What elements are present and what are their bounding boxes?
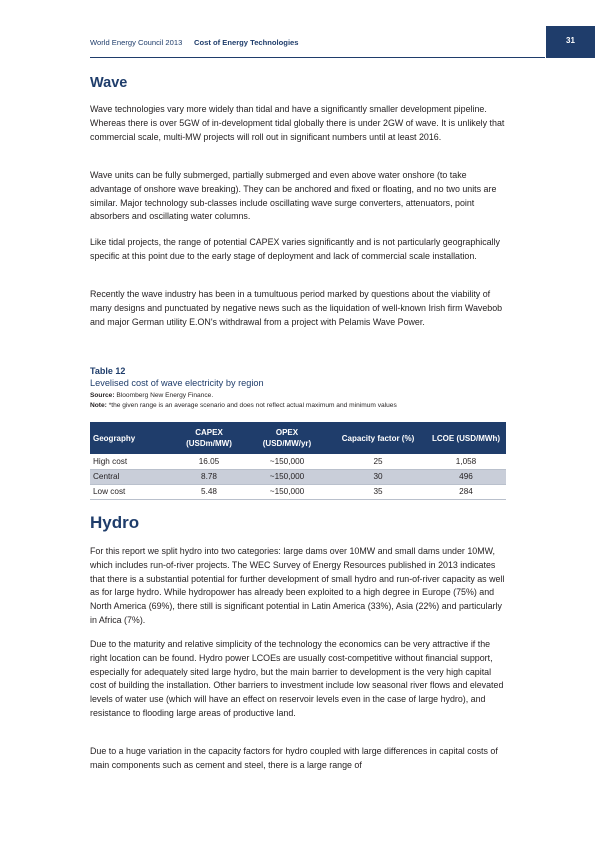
cell-opex: ~150,000	[244, 469, 330, 484]
table-row	[90, 469, 506, 484]
cell-opex: ~150,000	[244, 454, 330, 469]
table-note	[90, 402, 397, 409]
table-row	[90, 484, 506, 499]
cell-geography: High cost	[90, 454, 174, 469]
wave-paragraph-1: Wave technologies vary more widely than tidal and have a significantly smaller development pipeline. Whereas there is over 5GW of in-development tidal globally there is under 2GW of wave. It is unlikely that commercial scale, multi-MW projects will roll out in significant numbers until at least 2016.	[90, 104, 505, 142]
cell-lcoe: 284	[426, 484, 506, 499]
wave-cost-table	[90, 422, 506, 500]
source-label: Source:	[90, 392, 115, 399]
table-source	[90, 392, 213, 399]
running-header	[90, 38, 545, 58]
header-capacity-factor: Capacity factor (%)	[330, 422, 426, 454]
table-header-row	[90, 422, 506, 454]
section-heading-wave: Wave	[90, 75, 128, 91]
page-number: 31	[546, 26, 595, 58]
header-opex: OPEX (USD/MW/yr)	[244, 422, 330, 454]
header-organization: World Energy Council 2013	[90, 38, 183, 47]
header-capex: CAPEX (USDm/MW)	[174, 422, 244, 454]
cell-geography: Central	[90, 469, 174, 484]
hydro-paragraph-3: Due to a huge variation in the capacity factors for hydro coupled with large differences in capital costs of main components such as cement and steel, there is a large range of	[90, 746, 498, 770]
cell-capacity: 35	[330, 484, 426, 499]
cell-opex: ~150,000	[244, 484, 330, 499]
wave-paragraph-3: Like tidal projects, the range of potential CAPEX varies significantly and is not particularly geographically specific at this point due to the early stage of deployment and lack of commercial scale installation.	[90, 237, 500, 261]
hydro-paragraph-1: For this report we split hydro into two categories: large dams over 10MW and small dams under 10MW, which includes run-of-river projects. The WEC Survey of Energy Resources published in 2013 indicates that there is a substantial potential for further development of small hydro and run-of-river capacity as well as for large hydro. While hydropower has already been exploited to a high degree in Europe (75%) and North America (69%), there still is significant potential in Latin America (33%), Asia (22%) and particularly in Africa (7%).	[90, 546, 505, 625]
wave-paragraph-4: Recently the wave industry has been in a tumultuous period marked by questions about the viability of many designs and punctuated by negative news such as the liquidation of well-known Irish firm Wavebob and major German utility E.ON's withdrawal from a project with Pelamis Wave Power.	[90, 289, 503, 327]
cell-capex: 16.05	[174, 454, 244, 469]
cell-lcoe: 1,058	[426, 454, 506, 469]
table-label: Table 12	[90, 366, 126, 376]
cell-capex: 8.78	[174, 469, 244, 484]
cell-geography: Low cost	[90, 484, 174, 499]
header-geography: Geography	[90, 422, 174, 454]
hydro-paragraph-2: Due to the maturity and relative simplicity of the technology the economics can be very attractive if the right location can be found. Hydro power LCOEs are usually cost-competitive without financial support, especially for adequately sited large hydro, but the main barrier to development is the very high capital cost of building the installation. Other barriers to investment include low seasonal river flows and elevated levels of water use (which will have an effect on reservoir levels even in the case of large hydro), and resistance to flooding large areas of productive land.	[90, 639, 504, 718]
table-row	[90, 454, 506, 469]
cell-lcoe: 496	[426, 469, 506, 484]
header-lcoe: LCOE (USD/MWh)	[426, 422, 506, 454]
section-heading-hydro: Hydro	[90, 513, 140, 532]
cell-capacity: 30	[330, 469, 426, 484]
note-label: Note:	[90, 402, 107, 409]
cell-capex: 5.48	[174, 484, 244, 499]
note-text: *the given range is an average scenario and does not reflect actual maximum and minimum values	[106, 402, 397, 409]
header-report-title: Cost of Energy Technologies	[194, 38, 299, 47]
wave-paragraph-2: Wave units can be fully submerged, partially submerged and even above water onshore (to take advantage of onshore wave breaking). They can be anchored and fixed or floating, and no two units are similar. Major technology sub-classes include oscillating wave surge converters, attenuators, point absorbers and oscillating water columns.	[90, 170, 497, 222]
source-text: Bloomberg New Energy Finance.	[114, 392, 214, 399]
table-caption: Levelised cost of wave electricity by region	[90, 378, 264, 388]
cell-capacity: 25	[330, 454, 426, 469]
